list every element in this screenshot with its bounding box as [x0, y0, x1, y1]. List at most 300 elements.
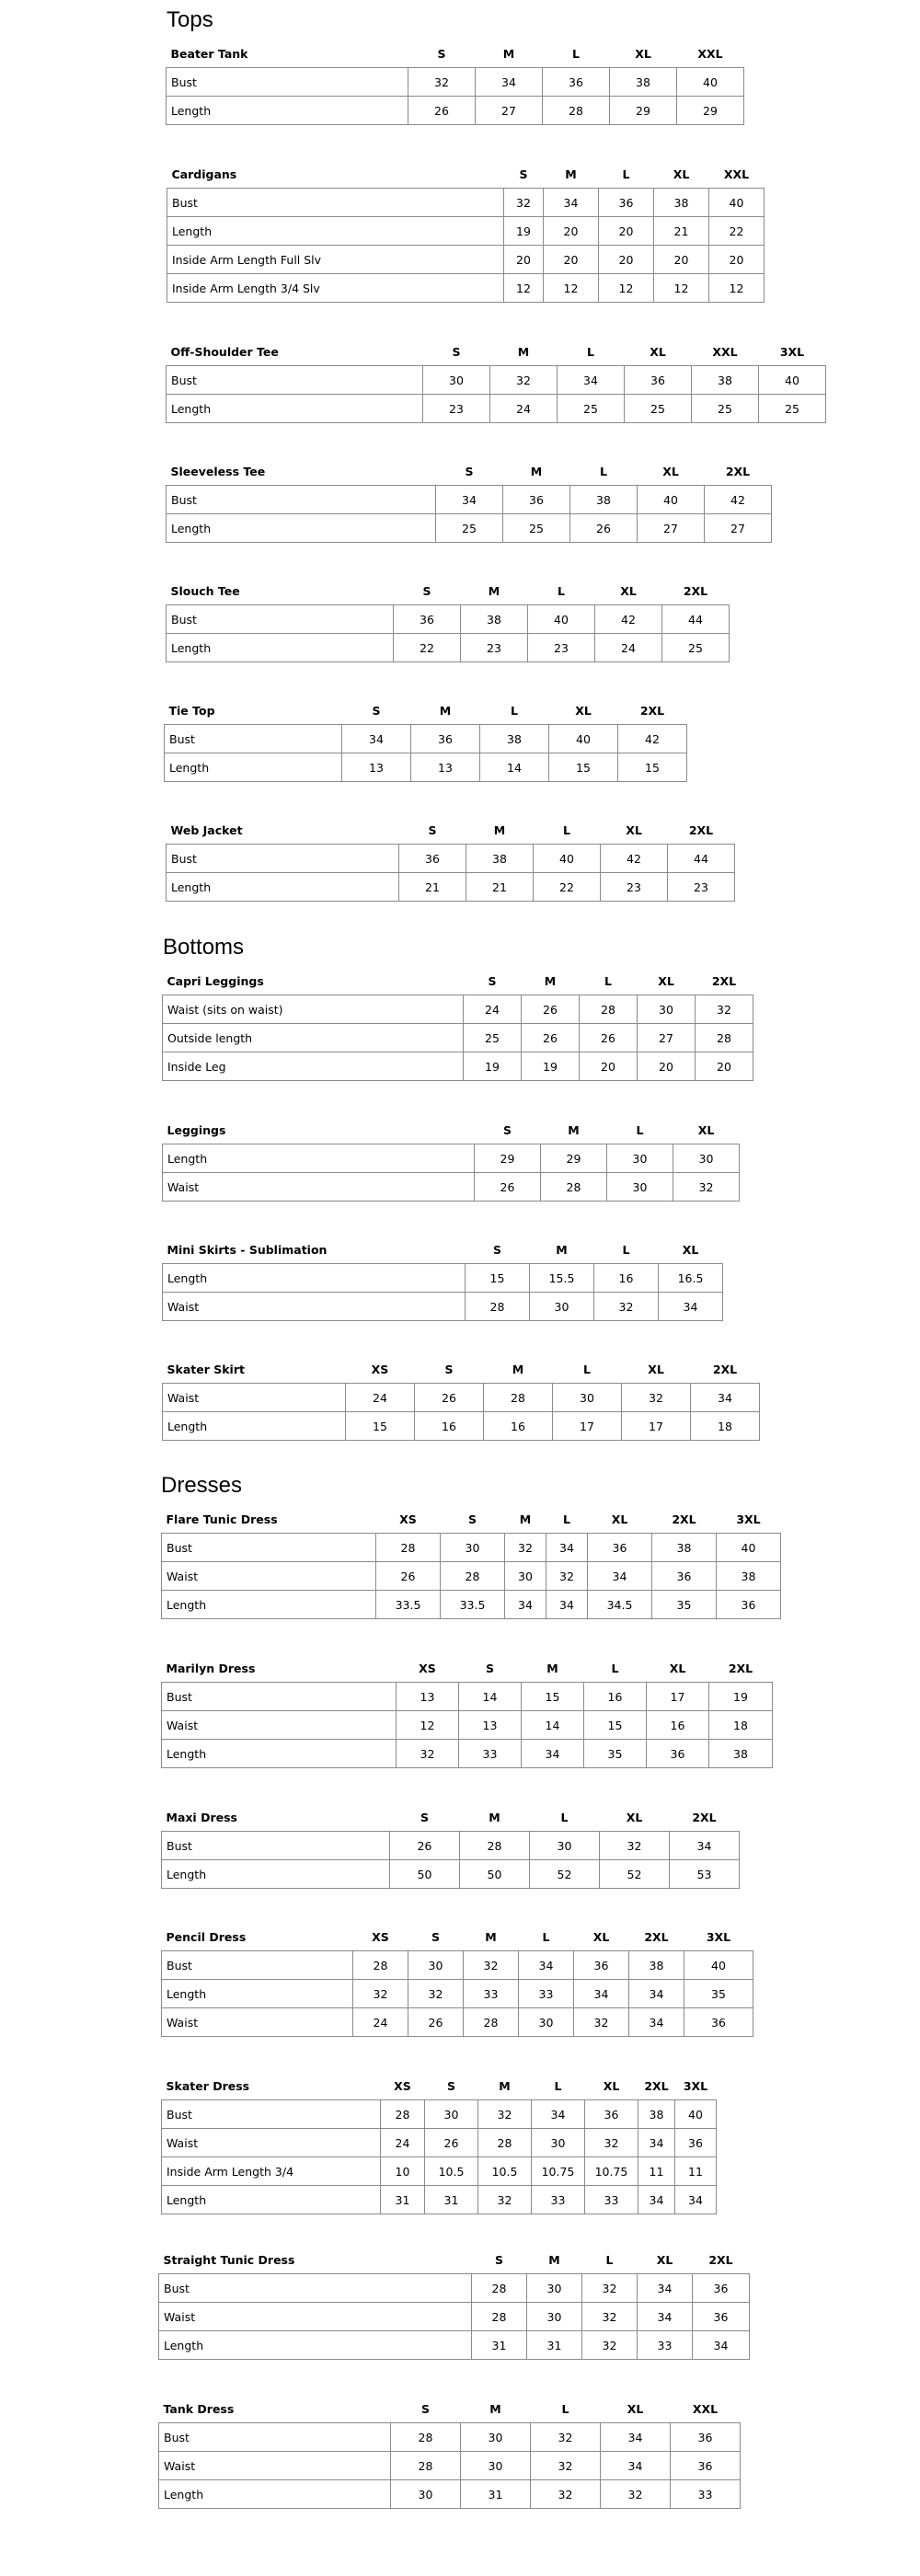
size-header-row [162, 1654, 773, 1683]
size-header-row [163, 1236, 723, 1264]
table-row-waist [163, 1293, 723, 1321]
table-slouch-tee [166, 577, 730, 662]
measurement-label: Length [162, 1980, 353, 2008]
measurement-value: 50 [460, 1860, 530, 1889]
size-label: S [437, 46, 446, 61]
measurement-label: Waist [163, 1173, 475, 1202]
measurement-label: Length [159, 2331, 472, 2360]
size-label: L [583, 1362, 591, 1376]
measurement-value: 20 [654, 246, 709, 274]
measurement-value: 44 [668, 845, 735, 873]
table-row-inside-arm-length-full-slv [167, 246, 765, 274]
measurement-value: 20 [709, 246, 765, 274]
measurement-label: Waist [159, 2452, 391, 2480]
measurement-value: 10 [381, 2157, 425, 2186]
measurement-value: 30 [607, 1144, 673, 1173]
measurement-value: 29 [475, 1144, 541, 1173]
table-row-bust [167, 68, 744, 97]
measurement-label: Bust [162, 1683, 397, 1711]
table-row-waist [162, 1711, 773, 1740]
measurement-value: 26 [425, 2129, 478, 2157]
measurement-label: Length [167, 873, 399, 902]
product-name: Maxi Dress [166, 1810, 237, 1824]
size-label: L [511, 703, 518, 718]
measurement-value: 32 [531, 2423, 601, 2452]
measurement-value: 30 [408, 1951, 464, 1980]
measurement-value: 35 [684, 1980, 753, 2008]
measurement-value: 32 [601, 2480, 671, 2509]
measurement-value: 44 [662, 605, 730, 634]
size-label: S [420, 2401, 430, 2416]
table-row-length [167, 514, 772, 543]
measurement-value: 38 [638, 2100, 675, 2129]
table-row-waist [159, 2452, 741, 2480]
table-row-length [162, 1740, 773, 1768]
measurement-label: Bust [162, 1534, 376, 1562]
table-row-length [167, 217, 765, 246]
measurement-value: 12 [709, 274, 765, 303]
measurement-value: 29 [610, 97, 677, 125]
product-name: Slouch Tee [170, 583, 240, 598]
size-label: 2XL [708, 2252, 733, 2267]
measurement-value: 33.5 [441, 1591, 505, 1619]
size-label: XS [394, 2078, 411, 2093]
measurement-value: 22 [394, 634, 461, 662]
size-label: 3XL [706, 1929, 731, 1944]
measurement-value: 36 [574, 1951, 629, 1980]
measurement-value: 38 [570, 486, 638, 514]
table-maxi-dress [161, 1803, 740, 1889]
measurement-value: 34 [505, 1591, 546, 1619]
table-web-jacket [166, 816, 735, 902]
size-header-row [167, 816, 735, 845]
measurement-value: 26 [415, 1384, 484, 1412]
table-cardigans [167, 160, 765, 303]
size-label: XL [650, 344, 666, 359]
size-label: M [489, 1810, 500, 1824]
table-row-length [162, 1980, 753, 2008]
measurement-value: 34 [436, 486, 503, 514]
measurement-label: Bust [162, 1951, 353, 1980]
measurement-value: 40 [528, 605, 595, 634]
table-row-bust [159, 2274, 750, 2303]
measurement-label: Length [162, 1860, 390, 1889]
measurement-value: 16 [647, 1711, 709, 1740]
size-label: XS [419, 1661, 436, 1675]
measurement-value: 19 [709, 1683, 773, 1711]
measurement-label: Bust [167, 189, 504, 217]
measurement-value: 42 [705, 486, 772, 514]
measurement-value: 18 [691, 1412, 760, 1441]
size-label: XL [592, 1929, 610, 1944]
measurement-value: 25 [558, 395, 625, 423]
measurement-value: 34 [532, 2100, 585, 2129]
measurement-value: 30 [519, 2008, 574, 2037]
measurement-value: 32 [582, 2331, 638, 2360]
size-label: XL [626, 1810, 643, 1824]
product-name: Beater Tank [170, 46, 248, 61]
measurement-value: 32 [490, 366, 558, 395]
size-label: M [517, 344, 530, 359]
size-label: M [489, 2401, 501, 2416]
size-label: M [568, 1122, 580, 1137]
measurement-value: 34 [659, 1293, 723, 1321]
measurement-value: 28 [472, 2303, 527, 2331]
measurement-value: 33 [532, 2186, 585, 2214]
size-label: 2XL [692, 1810, 717, 1824]
measurement-value: 34 [638, 2274, 693, 2303]
measurement-label: Bust [159, 2274, 472, 2303]
table-row-bust [162, 1683, 773, 1711]
measurement-value: 25 [436, 514, 503, 543]
measurement-value: 20 [599, 217, 654, 246]
product-name: Pencil Dress [166, 1929, 247, 1944]
measurement-value: 33 [671, 2480, 741, 2509]
measurement-value: 31 [527, 2331, 582, 2360]
measurement-value: 13 [411, 753, 480, 782]
measurement-value: 27 [705, 514, 772, 543]
size-label: M [548, 2252, 560, 2267]
measurement-value: 26 [376, 1562, 441, 1591]
measurement-value: 32 [594, 1293, 659, 1321]
measurement-value: 27 [476, 97, 543, 125]
measurement-value: 23 [423, 395, 490, 423]
table-row-waist [159, 2303, 750, 2331]
measurement-value: 32 [408, 1980, 464, 2008]
measurement-value: 20 [638, 1052, 696, 1081]
measurement-value: 38 [629, 1951, 684, 1980]
measurement-value: 24 [346, 1384, 415, 1412]
size-label: XL [648, 1362, 664, 1376]
size-label: XXL [697, 46, 723, 61]
measurement-value: 30 [527, 2303, 582, 2331]
product-name: Capri Leggings [167, 973, 264, 988]
measurement-value: 10.75 [585, 2157, 638, 2186]
size-label: XL [620, 583, 637, 598]
size-label: L [636, 1122, 644, 1137]
measurement-value: 38 [654, 189, 709, 217]
measurement-value: 13 [342, 753, 411, 782]
measurement-value: 20 [696, 1052, 753, 1081]
size-header-row [167, 457, 772, 486]
size-label: S [519, 167, 528, 181]
measurement-value: 40 [684, 1951, 753, 1980]
measurement-value: 33 [638, 2331, 693, 2360]
measurement-label: Bust [167, 486, 436, 514]
table-skater-skirt [162, 1355, 760, 1441]
measurement-label: Length [163, 1412, 346, 1441]
measurement-label: Length [163, 1144, 475, 1173]
size-label: L [587, 344, 594, 359]
measurement-value: 24 [353, 2008, 408, 2037]
measurement-value: 25 [662, 634, 730, 662]
size-label: XL [656, 2252, 673, 2267]
measurement-value: 32 [531, 2480, 601, 2509]
size-header-row [162, 1505, 781, 1534]
measurement-label: Length [167, 97, 408, 125]
measurement-value: 12 [599, 274, 654, 303]
measurement-value: 42 [595, 605, 662, 634]
measurement-value: 28 [696, 1024, 753, 1052]
measurement-value: 28 [376, 1534, 441, 1562]
size-header-row [167, 338, 826, 366]
size-label: XS [372, 1929, 389, 1944]
measurement-label: Length [159, 2480, 391, 2509]
size-label: XL [658, 973, 674, 988]
measurement-value: 34 [476, 68, 543, 97]
measurement-value: 36 [588, 1534, 652, 1562]
size-label: L [604, 973, 612, 988]
section-title-bottoms: Bottoms [163, 935, 245, 960]
measurement-value: 21 [654, 217, 709, 246]
measurement-value: 34 [638, 2129, 675, 2157]
size-label: M [493, 822, 506, 837]
table-row-waist [162, 2008, 753, 2037]
measurement-label: Bust [167, 68, 408, 97]
measurement-label: Length [163, 1264, 466, 1293]
measurement-value: 34 [342, 725, 411, 753]
measurement-value: 15 [618, 753, 687, 782]
size-label: XL [611, 1512, 628, 1526]
measurement-value: 38 [709, 1740, 773, 1768]
measurement-value: 27 [638, 514, 705, 543]
measurement-label: Length [162, 1591, 376, 1619]
measurement-value: 21 [399, 873, 466, 902]
measurement-label: Waist [162, 2008, 353, 2037]
measurement-value: 38 [610, 68, 677, 97]
measurement-value: 40 [709, 189, 765, 217]
size-label: 2XL [639, 703, 665, 718]
measurement-value: 25 [464, 1024, 522, 1052]
measurement-value: 34.5 [588, 1591, 652, 1619]
size-label: M [565, 167, 577, 181]
size-label: 2XL [728, 1661, 753, 1675]
measurement-label: Waist [162, 2129, 381, 2157]
measurement-value: 14 [459, 1683, 522, 1711]
measurement-label: Bust [165, 725, 342, 753]
size-label: S [492, 1242, 501, 1257]
table-row-length [167, 395, 826, 423]
size-label: M [439, 703, 452, 718]
table-skater-dress [161, 2072, 717, 2214]
table-row-bust [162, 1534, 781, 1562]
measurement-value: 29 [541, 1144, 607, 1173]
measurement-value: 33 [464, 1980, 519, 2008]
measurement-value: 31 [425, 2186, 478, 2214]
size-label: S [420, 1810, 429, 1824]
size-label: S [446, 2078, 455, 2093]
table-row-bust [167, 486, 772, 514]
measurement-label: Length [167, 634, 394, 662]
table-row-bust [167, 189, 765, 217]
measurement-value: 15.5 [530, 1264, 594, 1293]
size-header-row [162, 1803, 740, 1832]
size-label: L [622, 167, 630, 181]
product-name: Off-Shoulder Tee [170, 344, 279, 359]
size-label: L [563, 1512, 570, 1526]
measurement-value: 36 [599, 189, 654, 217]
measurement-value: 30 [530, 1293, 594, 1321]
measurement-value: 28 [484, 1384, 553, 1412]
measurement-value: 32 [353, 1980, 408, 2008]
measurement-value: 28 [580, 995, 638, 1024]
size-label: L [560, 1810, 569, 1824]
table-row-length [167, 97, 744, 125]
measurement-value: 36 [675, 2129, 717, 2157]
measurement-label: Waist [162, 1562, 376, 1591]
measurement-value: 34 [670, 1832, 740, 1860]
measurement-value: 16 [415, 1412, 484, 1441]
measurement-label: Bust [167, 366, 423, 395]
measurement-value: 34 [693, 2331, 750, 2360]
measurement-label: Waist [162, 1711, 397, 1740]
measurement-value: 28 [466, 1293, 530, 1321]
measurement-value: 24 [490, 395, 558, 423]
measurement-value: 25 [692, 395, 759, 423]
measurement-value: 30 [530, 1832, 600, 1860]
measurement-value: 32 [585, 2129, 638, 2157]
measurement-value: 32 [696, 995, 753, 1024]
measurement-value: 32 [531, 2452, 601, 2480]
measurement-value: 52 [600, 1860, 670, 1889]
product-name: Flare Tunic Dress [166, 1512, 278, 1526]
size-label: XL [575, 703, 592, 718]
measurement-value: 32 [582, 2303, 638, 2331]
size-label: S [372, 703, 381, 718]
table-row-bust [167, 605, 730, 634]
measurement-value: 53 [670, 1860, 740, 1889]
measurement-value: 36 [684, 2008, 753, 2037]
table-row-length [162, 1591, 781, 1619]
measurement-value: 28 [460, 1832, 530, 1860]
measurement-label: Bust [162, 1832, 390, 1860]
measurement-value: 26 [580, 1024, 638, 1052]
size-header-row [163, 1116, 740, 1144]
size-label: L [563, 822, 570, 837]
measurement-value: 34 [675, 2186, 717, 2214]
size-label: 3XL [779, 344, 805, 359]
measurement-value: 24 [595, 634, 662, 662]
table-mini-skirts [162, 1236, 723, 1321]
measurement-value: 20 [599, 246, 654, 274]
measurement-value: 17 [647, 1683, 709, 1711]
measurement-value: 22 [709, 217, 765, 246]
measurement-value: 19 [522, 1052, 580, 1081]
measurement-value: 16 [594, 1264, 659, 1293]
measurement-label: Length [162, 2186, 381, 2214]
size-label: S [465, 464, 474, 478]
size-label: XL [682, 1242, 699, 1257]
measurement-value: 10.75 [532, 2157, 585, 2186]
measurement-value: 28 [543, 97, 610, 125]
size-label: L [605, 2252, 614, 2267]
measurement-value: 32 [504, 189, 544, 217]
measurement-value: 34 [638, 2303, 693, 2331]
product-name: Skater Skirt [167, 1362, 245, 1376]
measurement-value: 35 [652, 1591, 717, 1619]
measurement-value: 30 [607, 1173, 673, 1202]
measurement-value: 36 [585, 2100, 638, 2129]
size-label: M [556, 1242, 568, 1257]
size-label: L [572, 46, 580, 61]
size-label: XL [662, 464, 679, 478]
size-header-row [165, 696, 687, 725]
size-label: S [428, 822, 437, 837]
measurement-value: 38 [717, 1562, 781, 1591]
measurement-value: 34 [588, 1562, 652, 1591]
measurement-value: 32 [574, 2008, 629, 2037]
measurement-value: 38 [466, 845, 534, 873]
measurement-value: 36 [671, 2452, 741, 2480]
measurement-value: 29 [677, 97, 744, 125]
table-row-bust [162, 1951, 753, 1980]
measurement-value: 32 [408, 68, 476, 97]
measurement-value: 28 [391, 2452, 461, 2480]
size-header-row [159, 2395, 741, 2423]
measurement-value: 36 [693, 2274, 750, 2303]
table-tank-dress [158, 2395, 741, 2509]
size-label: L [558, 583, 565, 598]
measurement-value: 34 [546, 1591, 588, 1619]
measurement-value: 28 [381, 2100, 425, 2129]
size-header-row [159, 2246, 750, 2274]
size-label: S [444, 1362, 454, 1376]
measurement-value: 30 [505, 1562, 546, 1591]
measurement-value: 34 [522, 1740, 584, 1768]
measurement-value: 34 [544, 189, 599, 217]
product-name: Marilyn Dress [166, 1661, 256, 1675]
measurement-value: 15 [584, 1711, 647, 1740]
size-label: XL [673, 167, 690, 181]
size-label: L [611, 1661, 619, 1675]
table-row-inside-arm-length-3-4 [162, 2157, 717, 2186]
measurement-value: 21 [466, 873, 534, 902]
size-label: XL [669, 1661, 686, 1675]
measurement-value: 25 [759, 395, 826, 423]
table-row-waist [162, 1562, 781, 1591]
measurement-value: 40 [759, 366, 826, 395]
measurement-value: 17 [553, 1412, 622, 1441]
measurement-value: 32 [582, 2274, 638, 2303]
measurement-value: 22 [534, 873, 601, 902]
table-row-length [167, 873, 735, 902]
measurement-value: 18 [709, 1711, 773, 1740]
table-tie-top [164, 696, 687, 782]
measurement-value: 33 [459, 1740, 522, 1768]
size-label: M [530, 464, 543, 478]
product-name: Straight Tunic Dress [163, 2252, 295, 2267]
measurement-value: 19 [464, 1052, 522, 1081]
measurement-value: 31 [461, 2480, 531, 2509]
table-row-waist-sits-on-waist [163, 995, 753, 1024]
table-row-length [167, 634, 730, 662]
table-row-waist [162, 2129, 717, 2157]
measurement-value: 38 [461, 605, 528, 634]
table-flare-tunic-dress [161, 1505, 781, 1619]
measurement-value: 34 [574, 1980, 629, 2008]
measurement-value: 32 [478, 2186, 532, 2214]
measurement-label: Inside Leg [163, 1052, 464, 1081]
measurement-value: 30 [441, 1534, 505, 1562]
measurement-value: 36 [503, 486, 570, 514]
size-label: XS [371, 1362, 389, 1376]
measurement-value: 19 [504, 217, 544, 246]
size-label: 2XL [683, 583, 708, 598]
size-label: XXL [712, 344, 738, 359]
section-title-tops: Tops [167, 7, 213, 32]
measurement-value: 36 [394, 605, 461, 634]
measurement-value: 30 [553, 1384, 622, 1412]
